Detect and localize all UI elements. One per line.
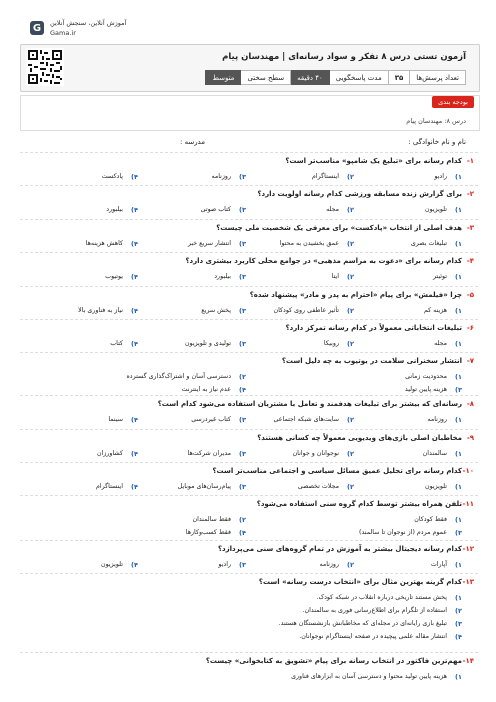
option-number: ۳) [455,619,462,628]
option-text: پیام‌رسان‌های موبایل [177,483,231,490]
question-text: کدام گزینه بهترین مثال برای «انتخاب درست رسانه» است؟ [258,578,462,586]
duration-label: مدت پاسخگویی [329,70,389,85]
option-number: ۲) [347,205,354,214]
option-number: ۳) [239,415,246,424]
answer-option[interactable] [30,370,246,383]
question-divider [20,252,478,253]
option-number: ۱) [455,172,462,181]
option-text: کاهش هزینه‌ها [85,240,123,247]
budget-text: درس ۸: مهندسان پیام [406,117,466,125]
answer-option[interactable] [138,304,246,317]
answer-option[interactable] [30,304,138,317]
option-number: ۱) [455,449,462,458]
option-text: تولیدی و تلویزیون [184,340,231,347]
answer-option[interactable] [138,203,246,216]
question-text: کدام رسانه برای «دعوت به مراسم مذهبی» در جوامع محلی کاربرد بیشتری دارد؟ [185,257,462,265]
option-number: ۳) [239,172,246,181]
answer-option[interactable] [30,237,138,250]
question-divider [20,573,478,574]
student-info [30,138,466,146]
answer-option[interactable] [246,526,462,539]
answer-option[interactable] [30,558,138,571]
question-number: ۲- [466,190,474,198]
option-text: اینستاگرام [96,483,123,490]
options-list [30,270,462,283]
question-divider [20,319,478,320]
question-divider [20,495,478,496]
option-text: روزنامه [211,173,231,180]
options-list [30,558,462,571]
option-text: مجله [326,206,339,213]
option-text: هزینه پایین تولید [404,386,447,393]
question-count-value: ۳۵ [388,70,411,85]
brand[interactable] [30,18,126,38]
option-number: ۳) [239,306,246,315]
options-list [30,337,462,350]
question-divider [20,185,478,186]
answer-option[interactable] [246,270,354,283]
question-count-label: تعداد پرسش‌ها [409,70,466,85]
option-text: روبیکا [323,340,339,347]
question-text: تبلیغات انتخاباتی معمولاً در کدام رسانه تمرکز دارد؟ [285,324,462,332]
question-text: برای گزارش زنده مسابقه ورزشی کدام رسانه اولویت دارد؟ [257,190,462,198]
option-text: استفاده از تلگرام برای اطلاع‌رسانی فوری به سالمندان. [302,607,447,614]
question-number: ۱۱- [462,500,474,508]
question-divider [20,540,478,541]
option-text: سالمندان [422,450,447,457]
exam-title: آزمون تستی درس ۸ تفکر و سواد رسانه‌ای | مهندسان پیام [222,52,466,62]
options-list [30,304,462,317]
answer-option[interactable] [30,270,138,283]
question-text: کدام رسانه دیجیتال بیشتر به آموزش در تمام گروه‌های سنی می‌پردازد؟ [217,545,462,553]
option-text: عموم مردم (از نوجوان تا سالمند) [359,529,447,536]
option-text: یوتیوب [105,273,123,280]
answer-option[interactable] [138,413,246,426]
question-number: ۱۴- [462,657,474,665]
answer-option[interactable] [354,337,462,350]
option-number: ۲) [347,172,354,181]
options-list [30,480,462,493]
option-number: ۳) [239,339,246,348]
answer-option[interactable] [30,617,462,630]
option-text: تبلیغ بازی رایانه‌ای در مجله‌ای که مخاطبانش بازنشستگان هستند. [278,620,447,627]
question-divider [20,219,478,220]
brand-name: آموزش آنلاین، سنجش آنلاین [50,19,127,27]
gama-logo-icon: G [30,21,44,35]
option-text: آپارات [430,561,447,568]
qr-code-icon[interactable] [26,48,64,86]
option-number: ۴) [239,385,246,394]
options-list [30,170,462,183]
difficulty-value: متوسط [205,70,241,85]
answer-option[interactable] [30,513,246,526]
difficulty-label: سطح سختی [240,70,291,85]
option-number: ۱) [455,482,462,491]
option-number: ۱) [455,372,462,381]
answer-option[interactable] [246,447,354,460]
answer-option[interactable] [30,203,138,216]
option-number: ۱) [455,672,462,681]
option-number: ۳) [239,205,246,214]
question-number: ۵- [466,291,474,299]
options-list [30,513,462,539]
option-text: روزنامه [319,561,339,568]
answer-option[interactable] [30,604,462,617]
answer-option[interactable] [354,558,462,571]
question-number: ۳- [466,224,474,232]
option-text: مجلات تخصصی [297,483,339,490]
option-text: پخش مستند تاریخی درباره انقلاب در شبکه کودک. [316,594,447,601]
answer-option[interactable] [246,480,354,493]
answer-option[interactable] [246,558,354,571]
option-number: ۴) [131,306,138,315]
answer-option[interactable] [30,170,138,183]
answer-option[interactable] [354,480,462,493]
student-name-label: نام و نام خانوادگی : [408,138,466,146]
option-number: ۱) [455,239,462,248]
budget-section [20,95,480,131]
question-divider [20,286,478,287]
option-number: ۴) [131,560,138,569]
options-list [30,670,462,683]
duration-value: ۴۰ دقیقه [290,70,330,85]
question-text: انتشار سخنرانی سلامت در یوتیوب به چه دلیل است؟ [281,357,462,365]
brand-site: Gama.ir [50,29,76,37]
option-number: ۴) [239,528,246,537]
option-number: ۴) [131,239,138,248]
option-text: نیاز به فناوری بالا [78,307,123,314]
option-number: ۳) [239,239,246,248]
options-list [30,413,462,426]
option-text: رادیو [218,561,231,568]
question-number: ۹- [466,434,474,442]
option-number: ۴) [131,205,138,214]
option-number: ۱) [455,560,462,569]
option-text: کتاب غیردرسی [191,416,231,423]
option-number: ۲) [347,339,354,348]
answer-option[interactable] [138,170,246,183]
question-number: ۱۳- [462,578,474,586]
option-number: ۲) [347,415,354,424]
question-divider [20,395,478,396]
exam-info-bar [206,70,466,85]
option-number: ۴) [131,172,138,181]
question-number: ۴- [466,257,474,265]
options-list [30,203,462,216]
question-number: ۱- [466,157,474,165]
option-text: کتاب [110,340,123,347]
option-number: ۳) [239,560,246,569]
options-list [30,591,462,643]
option-number: ۲) [347,239,354,248]
answer-option[interactable] [354,270,462,283]
option-number: ۲) [239,372,246,381]
answer-option[interactable] [246,513,462,526]
answer-option[interactable] [354,304,462,317]
answer-option[interactable] [354,170,462,183]
answer-option[interactable] [354,203,462,216]
option-text: بیلبورد [106,206,123,213]
option-text: انتشار سریع خبر [187,240,231,247]
answer-option[interactable] [138,558,246,571]
option-number: ۳) [239,272,246,281]
question-divider [20,152,478,153]
option-text: هزینه کم [423,307,447,314]
question-text: هدف اصلی از انتخاب «پادکست» برای معرفی یک شخصیت ملی چیست؟ [216,224,462,232]
answer-option[interactable] [138,337,246,350]
option-text: سایت‌های شبکه اجتماعی [273,416,339,423]
answer-option[interactable] [246,237,354,250]
question-number: ۱۰- [462,467,474,475]
answer-option[interactable] [30,337,138,350]
option-number: ۲) [347,306,354,315]
question-divider [20,429,478,430]
answer-option[interactable] [138,480,246,493]
option-number: ۳) [239,449,246,458]
option-text: روزنامه [427,416,447,423]
option-text: عدم نیاز به اینترنت [181,386,231,393]
question-text: تلفن همراه بیشتر توسط کدام گروه سنی استفاده می‌شود؟ [256,500,462,508]
option-text: رادیو [434,173,447,180]
options-list [30,447,462,460]
option-text: مدیران شرکت‌ها [187,450,231,457]
option-number: ۴) [131,449,138,458]
option-number: ۲) [347,272,354,281]
option-text: پادکست [101,173,123,180]
option-number: ۱) [455,593,462,602]
option-text: تلویزیون [425,483,447,490]
option-number: ۲) [239,515,246,524]
option-number: ۳) [455,385,462,394]
question-text: رسانه‌ای که بیشتر برای تبلیغات هدفمند و تعامل با مشتریان استفاده می‌شود کدام است؟ [157,400,462,408]
option-number: ۱) [455,306,462,315]
school-label: مدرسه : [180,138,206,146]
answer-option[interactable] [354,413,462,426]
options-list [30,237,462,250]
option-text: توئیتر [432,273,447,280]
option-number: ۲) [347,449,354,458]
option-number: ۲) [455,606,462,615]
question-divider [20,652,478,653]
option-text: انتشار مقاله علمی پیچیده در صفحه اینستاگرام نوجوانان. [299,633,447,640]
question-number: ۸- [466,400,474,408]
question-text: چرا «فیلمش» برای پیام «احترام به پدر و مادر» پیشنهاد شده؟ [249,291,462,299]
option-text: مجله [434,340,447,347]
budget-badge: بودجه بندی [432,96,474,108]
option-number: ۴) [455,632,462,641]
answer-option[interactable] [246,170,354,183]
option-text: نوجوانان و جوانان [292,450,339,457]
answer-option[interactable] [30,526,246,539]
option-number: ۲) [347,482,354,491]
option-number: ۳) [239,482,246,491]
question-number: ۷- [466,357,474,365]
option-text: سینما [108,416,123,423]
option-number: ۱) [455,205,462,214]
answer-option[interactable] [30,447,138,460]
question-text: مخاطبان اصلی بازی‌های ویدیویی معمولاً چه کسانی هستند؟ [257,434,462,442]
question-text: مهم‌ترین فاکتور در انتخاب رسانه برای پیام «تشویق به کتابخوانی» چیست؟ [205,657,462,665]
option-text: تبلیغات بصری [410,240,447,247]
option-number: ۴) [131,415,138,424]
option-number: ۲) [347,560,354,569]
option-text: عمق بخشیدن به محتوا [279,240,339,247]
question-text: کدام رسانه برای تحلیل عمیق مسائل سیاسی و اجتماعی مناسب‌تر است؟ [212,467,462,475]
option-text: کتاب صوتی [200,206,231,213]
answer-option[interactable] [30,413,138,426]
answer-option[interactable] [30,480,138,493]
answer-option[interactable] [246,304,354,317]
option-text: فقط کسب‌وکارها [185,529,231,536]
option-text: تلویزیون [101,561,123,568]
answer-option[interactable] [246,370,462,383]
answer-option[interactable] [30,591,462,604]
option-text: کشاورزان [96,450,123,457]
option-text: محدودیت زمانی [405,373,447,380]
answer-option[interactable] [30,630,462,643]
option-text: فقط سالمندان [192,516,231,523]
answer-option[interactable] [30,670,462,683]
answer-option[interactable] [354,447,462,460]
option-number: ۴) [131,272,138,281]
options-list [30,370,462,396]
option-number: ۴) [131,339,138,348]
question-divider [20,352,478,353]
answer-option[interactable] [354,237,462,250]
answer-option[interactable] [138,270,246,283]
option-text: هزینه پایین تولید محتوا و دسترسی آسان به ابزارهای فناوری [291,673,447,680]
option-number: ۱) [455,415,462,424]
option-text: فقط کودکان [414,516,447,523]
option-number: ۴) [131,482,138,491]
option-text: بیلبورد [214,273,231,280]
answer-option[interactable] [246,413,354,426]
question-number: ۶- [466,324,474,332]
option-number: ۳) [455,528,462,537]
question-number: ۱۲- [462,545,474,553]
option-text: دسترسی آسان و اشتراک‌گذاری گسترده [126,373,231,380]
option-text: تلویزیون [425,206,447,213]
question-divider [20,462,478,463]
answer-option[interactable] [246,337,354,350]
question-text: کدام رسانه برای «تبلیغ یک شامپو» مناسب‌تر است؟ [285,157,462,165]
option-text: تأثیر عاطفی روی کودکان [273,307,339,314]
answer-option[interactable] [138,237,246,250]
answer-option[interactable] [138,447,246,460]
option-number: ۱) [455,272,462,281]
answer-option[interactable] [246,203,354,216]
option-text: اینستاگرام [312,173,339,180]
option-text: ایتا [331,273,339,280]
option-number: ۱) [455,515,462,524]
option-number: ۱) [455,339,462,348]
option-text: پخش سریع [201,307,231,314]
